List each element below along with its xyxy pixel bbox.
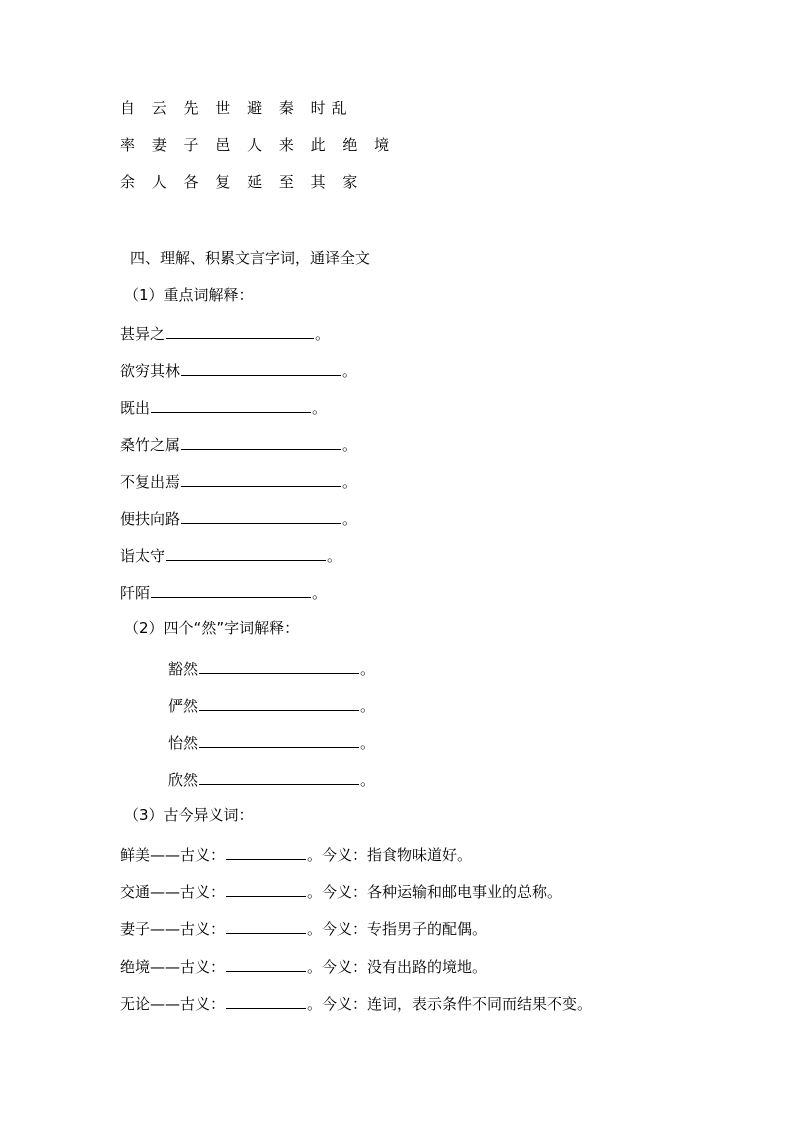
ran-word: 俨然	[168, 697, 199, 715]
term-word: 桑竹之属	[120, 436, 181, 454]
gujin-word: 交通	[120, 883, 151, 901]
poem-line-2: 率 妻 子 邑 人 来 此 绝 境	[120, 136, 396, 154]
answer-blank[interactable]	[226, 992, 306, 1009]
period: 。	[342, 473, 358, 491]
gujin-word: 无论	[120, 995, 151, 1013]
gujin-word: 鲜美	[120, 846, 151, 864]
term-word: 欲穷其林	[120, 362, 181, 380]
answer-blank[interactable]	[199, 657, 359, 674]
dash: ——	[150, 958, 181, 976]
poem-line-1: 自 云 先 世 避 秦 时乱	[120, 99, 353, 117]
ran-word: 豁然	[168, 660, 199, 678]
poem-line-3: 余 人 各 复 延 至 其 家	[120, 173, 364, 191]
period: 。	[342, 510, 358, 528]
answer-blank[interactable]	[226, 917, 306, 934]
period: 。	[360, 660, 376, 678]
ran-row	[168, 731, 375, 753]
term-row	[120, 544, 342, 566]
term-word: 甚异之	[120, 325, 166, 343]
jin-label: 。今义：	[307, 883, 368, 901]
part3-label: （3）古今异义词：	[124, 806, 254, 824]
modern-meaning: 专指男子的配偶。	[367, 920, 488, 938]
ran-row	[168, 694, 375, 716]
part1-label: （1）重点词解释：	[124, 286, 254, 304]
term-word: 阡陌	[120, 584, 151, 602]
period: 。	[315, 325, 331, 343]
period: 。	[342, 436, 358, 454]
term-word: 不复出焉	[120, 473, 181, 491]
ran-row	[168, 657, 375, 679]
gu-label: 古义：	[180, 958, 226, 976]
term-word: 诣太守	[120, 547, 166, 565]
period: 。	[360, 734, 376, 752]
term-row	[120, 396, 327, 418]
term-row	[120, 359, 357, 381]
ran-row	[168, 768, 375, 790]
answer-blank[interactable]	[199, 768, 359, 785]
gujin-word: 绝境	[120, 958, 151, 976]
answer-blank[interactable]	[199, 731, 359, 748]
term-row	[120, 433, 357, 455]
dash: ——	[150, 846, 181, 864]
answer-blank[interactable]	[181, 359, 341, 376]
gu-label: 古义：	[180, 846, 226, 864]
term-row	[120, 581, 327, 603]
answer-blank[interactable]	[181, 433, 341, 450]
jin-label: 。今义：	[307, 958, 368, 976]
answer-blank[interactable]	[226, 955, 306, 972]
term-row	[120, 322, 330, 344]
answer-blank[interactable]	[181, 507, 341, 524]
jin-label: 。今义：	[307, 920, 368, 938]
modern-meaning: 连词，表示条件不同而结果不变。	[367, 995, 593, 1013]
gujin-row	[120, 955, 487, 977]
dash: ——	[150, 920, 181, 938]
part2-label: （2）四个“然”字词解释：	[124, 619, 300, 637]
term-word: 便扶向路	[120, 510, 181, 528]
jin-label: 。今义：	[307, 995, 368, 1013]
gujin-row	[120, 880, 562, 902]
period: 。	[342, 362, 358, 380]
gu-label: 古义：	[180, 920, 226, 938]
answer-blank[interactable]	[166, 322, 314, 339]
answer-blank[interactable]	[166, 544, 326, 561]
period: 。	[327, 547, 343, 565]
period: 。	[360, 771, 376, 789]
answer-blank[interactable]	[151, 396, 311, 413]
modern-meaning: 指食物味道好。	[367, 846, 473, 864]
gujin-word: 妻子	[120, 920, 151, 938]
dash: ——	[150, 995, 181, 1013]
term-word: 既出	[120, 399, 151, 417]
dash: ——	[150, 883, 181, 901]
answer-blank[interactable]	[181, 470, 341, 487]
modern-meaning: 各种运输和邮电事业的总称。	[367, 883, 563, 901]
period: 。	[312, 399, 328, 417]
modern-meaning: 没有出路的境地。	[367, 958, 488, 976]
jin-label: 。今义：	[307, 846, 368, 864]
answer-blank[interactable]	[199, 694, 359, 711]
answer-blank[interactable]	[151, 581, 311, 598]
gujin-row	[120, 917, 487, 939]
ran-word: 怡然	[168, 734, 199, 752]
term-row	[120, 470, 357, 492]
ran-word: 欣然	[168, 771, 199, 789]
section-title: 四、理解、积累文言字词，通译全文	[130, 249, 371, 267]
answer-blank[interactable]	[226, 880, 306, 897]
gu-label: 古义：	[180, 883, 226, 901]
gujin-row	[120, 992, 592, 1014]
gujin-row	[120, 843, 472, 865]
period: 。	[312, 584, 328, 602]
answer-blank[interactable]	[226, 843, 306, 860]
period: 。	[360, 697, 376, 715]
gu-label: 古义：	[180, 995, 226, 1013]
term-row	[120, 507, 357, 529]
